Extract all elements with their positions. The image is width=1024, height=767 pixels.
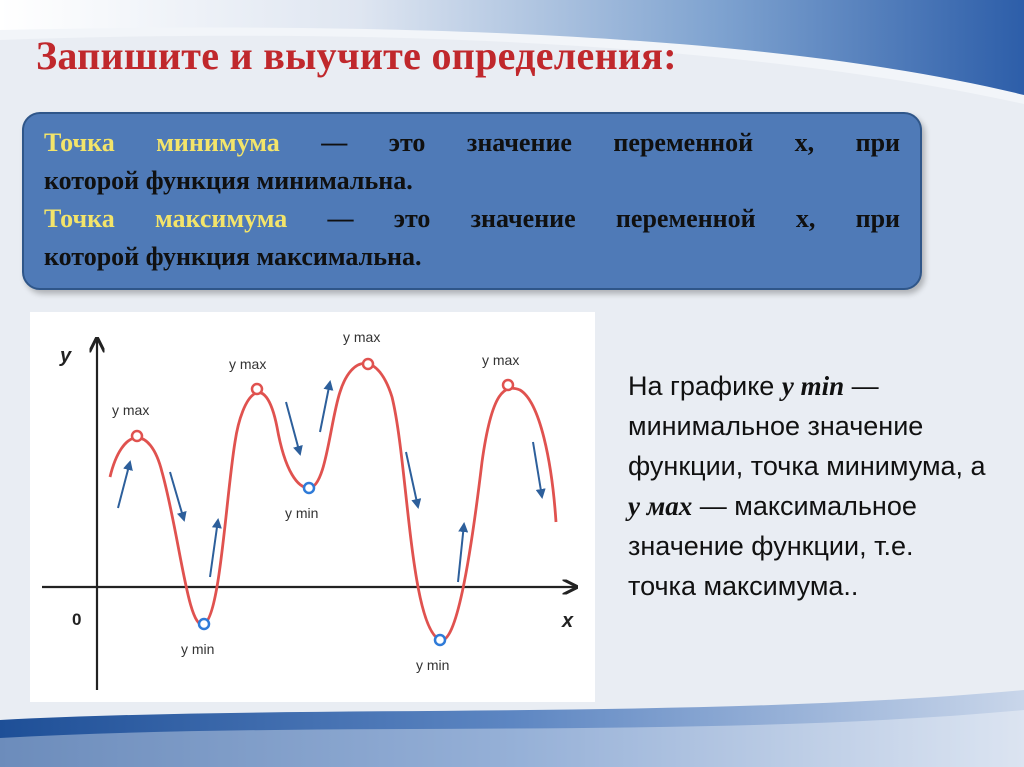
slide-title: Запишите и выучите определения:	[36, 33, 677, 78]
max-point-marker	[132, 431, 142, 441]
max-point-marker	[252, 384, 262, 394]
max-term: Точка максимума	[44, 204, 288, 233]
max-label: y max	[229, 356, 267, 372]
increasing-arrow	[118, 462, 130, 508]
caption-part2: — минимальное значение функции, точка минимума, а	[628, 371, 986, 481]
decreasing-arrow	[286, 402, 300, 454]
max-label: y max	[482, 352, 520, 368]
y-axis-label: y	[60, 345, 72, 367]
x-axis-label: x	[562, 610, 574, 632]
min-label: y min	[416, 657, 450, 673]
max-label: y max	[112, 402, 150, 418]
min-label: y min	[285, 505, 319, 521]
function-graph-panel	[30, 312, 595, 702]
max-definition-rest: — это значение переменной х, при	[327, 204, 901, 233]
min-term: Точка минимума	[44, 128, 280, 157]
max-definition-line1	[44, 200, 900, 238]
caption-ymin: y min	[781, 371, 845, 401]
function-graph	[30, 312, 595, 702]
min-definition-line2: которой функция минимальна.	[44, 166, 413, 195]
caption-part3: — максимальное значение функции, т.е. точка максимума..	[628, 491, 917, 601]
function-curve	[110, 363, 556, 640]
increasing-arrow	[458, 524, 464, 582]
origin-label: 0	[72, 610, 82, 629]
caption-ymax: y мах	[628, 491, 693, 521]
min-point-marker	[199, 619, 209, 629]
increasing-arrow	[320, 382, 330, 432]
min-definition-rest: — это значение переменной х, при	[321, 128, 901, 157]
min-point-marker	[435, 635, 445, 645]
decreasing-arrow	[533, 442, 542, 497]
decreasing-arrow	[406, 452, 418, 507]
definitions-box	[22, 112, 922, 290]
max-point-marker	[503, 380, 513, 390]
graph-caption	[628, 366, 988, 606]
min-definition-line1	[44, 124, 900, 162]
min-label: y min	[181, 641, 215, 657]
increasing-arrow	[210, 520, 218, 577]
min-point-marker	[304, 483, 314, 493]
caption-part1: На графике	[628, 371, 775, 401]
max-point-marker	[363, 359, 373, 369]
max-label: y max	[343, 329, 381, 345]
max-definition-line2: которой функция максимальна.	[44, 242, 422, 271]
